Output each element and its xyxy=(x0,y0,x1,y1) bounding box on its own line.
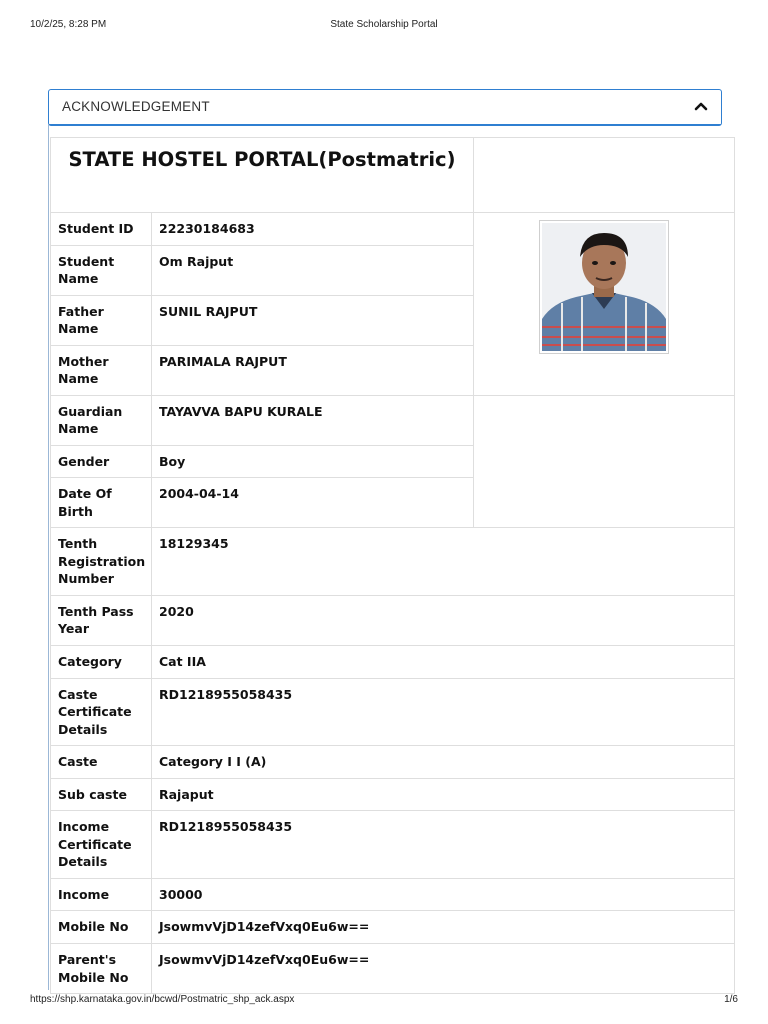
row-label: Caste Certificate Details xyxy=(51,678,152,746)
print-page-indicator: 1/6 xyxy=(724,994,738,1005)
row-value: Boy xyxy=(152,445,474,478)
row-value: JsowmvVjD14zefVxq0Eu6w== xyxy=(152,911,735,944)
row-label: Income xyxy=(51,878,152,911)
print-url: https://shp.karnataka.gov.in/bcwd/Postmatric_shp_ack.aspx xyxy=(30,994,295,1005)
student-photo-frame xyxy=(539,220,669,354)
row-value: 18129345 xyxy=(152,528,735,596)
form-title: STATE HOSTEL PORTAL(Postmatric) xyxy=(51,138,474,213)
row-value: RD1218955058435 xyxy=(152,678,735,746)
table-row xyxy=(51,395,735,445)
row-value: PARIMALA RAJPUT xyxy=(152,345,474,395)
row-label: Mobile No xyxy=(51,911,152,944)
row-label: Income Certificate Details xyxy=(51,811,152,879)
row-label: Guardian Name xyxy=(51,395,152,445)
print-header xyxy=(30,19,738,33)
row-value: Cat IIA xyxy=(152,645,735,678)
print-footer xyxy=(30,994,738,1008)
row-value: 30000 xyxy=(152,878,735,911)
row-value: SUNIL RAJPUT xyxy=(152,295,474,345)
table-row xyxy=(51,878,735,911)
acknowledgement-panel xyxy=(48,89,722,126)
table-row xyxy=(51,678,735,746)
row-value: Category I I (A) xyxy=(152,746,735,779)
photo-cell xyxy=(474,213,735,396)
print-page-title: State Scholarship Portal xyxy=(330,19,438,30)
row-label: Date Of Birth xyxy=(51,478,152,528)
title-side-cell xyxy=(474,138,735,213)
row-label: Student Name xyxy=(51,245,152,295)
row-label: Father Name xyxy=(51,295,152,345)
row-label: Sub caste xyxy=(51,778,152,811)
row-label: Student ID xyxy=(51,213,152,246)
table-row xyxy=(51,778,735,811)
chevron-up-icon[interactable] xyxy=(694,100,708,112)
row-value: RD1218955058435 xyxy=(152,811,735,879)
row-label: Gender xyxy=(51,445,152,478)
row-label: Parent's Mobile No xyxy=(51,944,152,994)
panel-body-border xyxy=(48,124,49,990)
acknowledgement-table xyxy=(50,137,735,994)
row-value: 2004-04-14 xyxy=(152,478,474,528)
panel-title: ACKNOWLEDGEMENT xyxy=(62,99,210,114)
panel-heading[interactable] xyxy=(49,90,721,125)
row-value: Rajaput xyxy=(152,778,735,811)
title-row xyxy=(51,138,735,213)
table-row xyxy=(51,911,735,944)
row-value: Om Rajput xyxy=(152,245,474,295)
print-datetime: 10/2/25, 8:28 PM xyxy=(30,19,107,30)
student-photo xyxy=(542,223,666,351)
student-photo-image xyxy=(542,223,666,351)
row-value: TAYAVVA BAPU KURALE xyxy=(152,395,474,445)
row-label: Caste xyxy=(51,746,152,779)
table-row xyxy=(51,528,735,596)
row-value: JsowmvVjD14zefVxq0Eu6w== xyxy=(152,944,735,994)
row-value: 22230184683 xyxy=(152,213,474,246)
row-value: 2020 xyxy=(152,595,735,645)
table-row xyxy=(51,746,735,779)
table-row xyxy=(51,645,735,678)
row-label: Mother Name xyxy=(51,345,152,395)
table-row xyxy=(51,595,735,645)
row-label: Category xyxy=(51,645,152,678)
row-label: Tenth Registration Number xyxy=(51,528,152,596)
table-row xyxy=(51,213,735,246)
table-row xyxy=(51,811,735,879)
table-row xyxy=(51,944,735,994)
row-label: Tenth Pass Year xyxy=(51,595,152,645)
side-empty-cell xyxy=(474,395,735,528)
